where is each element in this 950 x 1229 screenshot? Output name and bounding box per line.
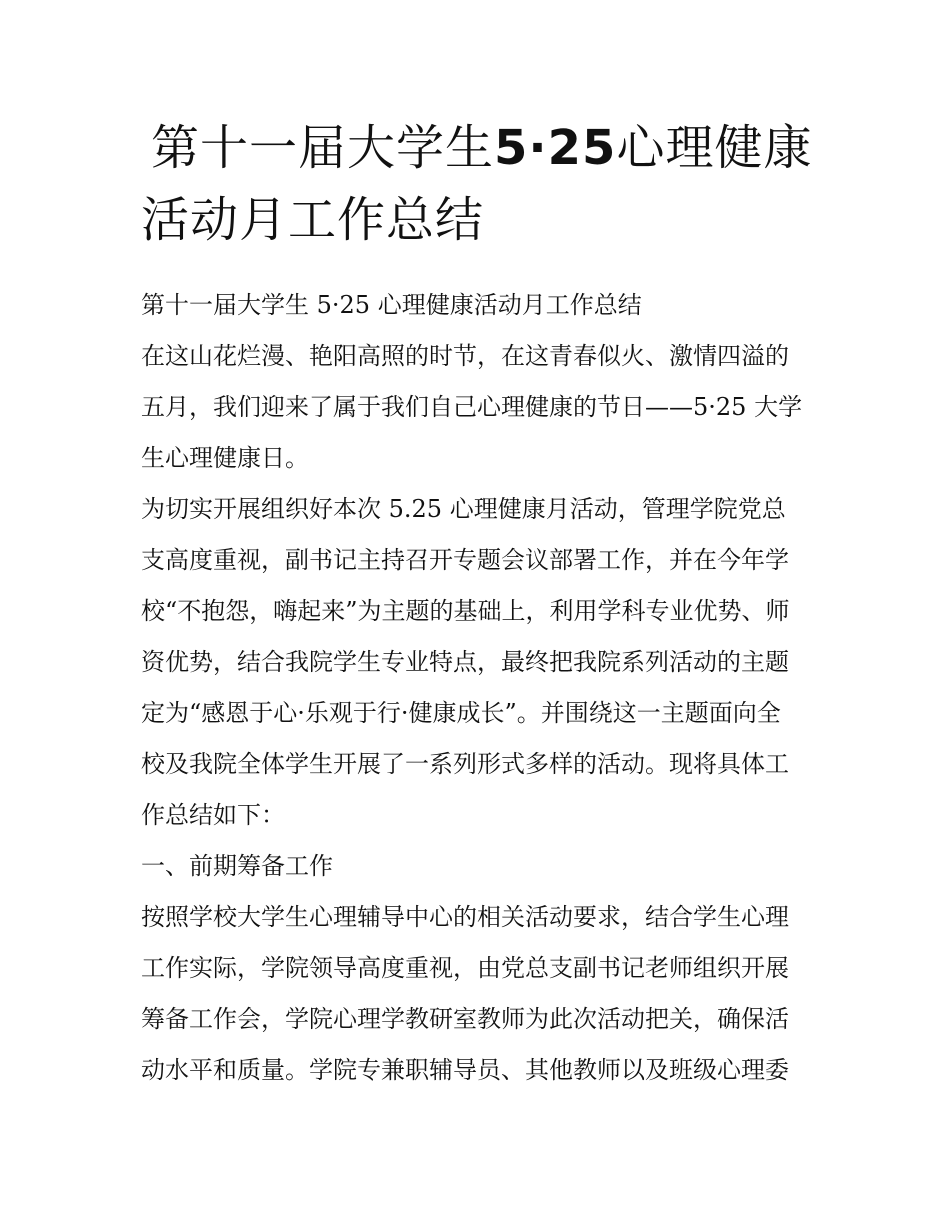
text-line: 动水平和质量。学院专兼职辅导员、其他教师以及班级心理委 xyxy=(141,1056,789,1084)
text-line: 第十一届大学生 5·25 心理健康活动月工作总结 xyxy=(141,291,642,319)
text-line: 按照学校大学生心理辅导中心的相关活动要求，结合学生心理 xyxy=(141,903,789,931)
text-line: 生心理健康日。 xyxy=(141,444,309,472)
title-prefix: 第十一届大学生 xyxy=(151,120,495,176)
paragraph xyxy=(141,484,813,841)
text-line: 校及我院全体学生开展了一系列形式多样的活动。现将具体工 xyxy=(141,750,789,778)
text-line: 为切实开展组织好本次 5.25 心理健康月活动，管理学院党总 xyxy=(141,495,786,523)
text-line: 一、前期筹备工作 xyxy=(141,852,333,880)
title-line-1 xyxy=(141,112,813,184)
title-number: 5·25 xyxy=(494,120,617,176)
text-line: 资优势，结合我院学生专业特点，最终把我院系列活动的主题 xyxy=(141,648,789,676)
text-line: 作总结如下： xyxy=(141,801,285,829)
paragraph xyxy=(141,331,813,484)
paragraph xyxy=(141,841,813,892)
title-line-2: 活动月工作总结 xyxy=(141,192,485,248)
text-line: 在这山花烂漫、艳阳高照的时节，在这青春似火、激情四溢的 xyxy=(141,342,789,370)
paragraph xyxy=(141,280,813,331)
text-line: 校“不抱怨，嗨起来”为主题的基础上，利用学科专业优势、师 xyxy=(141,597,790,625)
document-body xyxy=(141,280,813,1096)
paragraph xyxy=(141,892,813,1096)
text-line: 定为“感恩于心·乐观于行·健康成长”。并围绕这一主题面向全 xyxy=(141,699,781,727)
text-line: 筹备工作会，学院心理学教研室教师为此次活动把关，确保活 xyxy=(141,1005,789,1033)
text-line: 支高度重视，副书记主持召开专题会议部署工作，并在今年学 xyxy=(141,546,789,574)
title-suffix: 心理健康 xyxy=(616,120,813,176)
text-line: 五月，我们迎来了属于我们自己心理健康的节日——5·25 大学 xyxy=(141,393,803,421)
text-line: 工作实际，学院领导高度重视，由党总支副书记老师组织开展 xyxy=(141,954,789,982)
document-title xyxy=(141,112,813,256)
